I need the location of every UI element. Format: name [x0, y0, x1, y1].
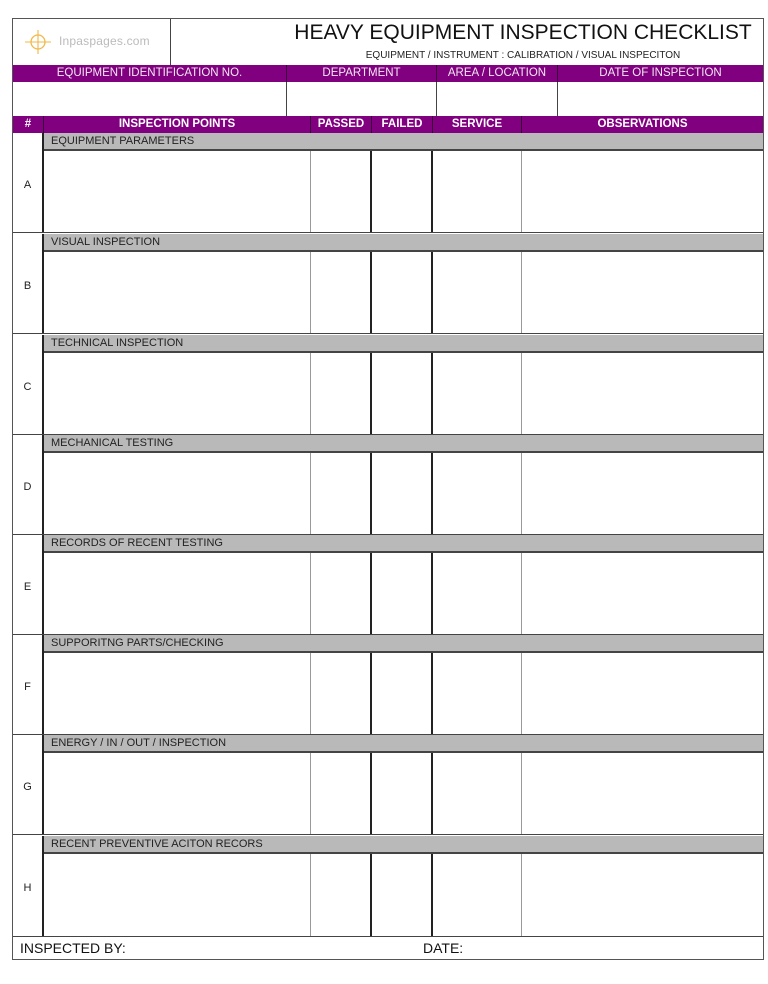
observations-cell[interactable]	[522, 252, 763, 333]
observations-cell[interactable]	[522, 553, 763, 634]
section-h	[13, 836, 763, 937]
section-title: ENERGY / IN / OUT / INSPECTION	[44, 735, 763, 753]
failed-cell[interactable]	[372, 653, 433, 734]
service-cell[interactable]	[433, 353, 522, 434]
inspection-points-cell[interactable]	[44, 653, 311, 734]
column-header-observations: OBSERVATIONS	[597, 118, 688, 130]
column-header-inspection-points: INSPECTION POINTS	[44, 116, 311, 133]
equipment-id-header: EQUIPMENT IDENTIFICATION NO.	[13, 65, 287, 82]
section-letter: A	[13, 133, 44, 232]
section-a	[13, 133, 763, 233]
section-letter: D	[13, 435, 44, 534]
column-header-passed: PASSED	[311, 116, 372, 133]
section-f	[13, 635, 763, 735]
section-title: RECENT PREVENTIVE ACITON RECORS	[44, 836, 763, 854]
failed-cell[interactable]	[372, 453, 433, 534]
title-block	[13, 19, 763, 66]
table-header-row	[13, 116, 763, 133]
observations-cell[interactable]	[522, 151, 763, 232]
service-cell[interactable]	[433, 252, 522, 333]
section-d	[13, 435, 763, 535]
service-cell[interactable]	[433, 151, 522, 232]
failed-cell[interactable]	[372, 151, 433, 232]
area-location-header: AREA / LOCATION	[437, 65, 558, 82]
section-b	[13, 234, 763, 334]
section-title: SUPPORITNG PARTS/CHECKING	[44, 635, 763, 653]
failed-cell[interactable]	[372, 353, 433, 434]
inspection-points-cell[interactable]	[44, 151, 311, 232]
inspection-points-cell[interactable]	[44, 453, 311, 534]
failed-cell[interactable]	[372, 753, 433, 834]
failed-cell[interactable]	[372, 252, 433, 333]
inspection-points-cell[interactable]	[44, 553, 311, 634]
service-cell[interactable]	[433, 854, 522, 936]
inspection-points-cell[interactable]	[44, 252, 311, 333]
section-g	[13, 735, 763, 835]
section-title: RECORDS OF RECENT TESTING	[44, 535, 763, 553]
passed-cell[interactable]	[311, 453, 372, 534]
date-of-inspection-header: DATE OF INSPECTION	[599, 67, 722, 79]
passed-cell[interactable]	[311, 653, 372, 734]
section-c	[13, 335, 763, 435]
section-letter: E	[13, 535, 44, 634]
date-of-inspection-field[interactable]	[558, 82, 763, 116]
inspection-checklist-sheet	[12, 18, 764, 960]
crosshair-circle-icon	[25, 29, 51, 55]
info-input-row	[13, 82, 763, 117]
passed-cell[interactable]	[311, 854, 372, 936]
section-letter: C	[13, 335, 44, 434]
inspected-by-label: INSPECTED BY:	[20, 940, 126, 956]
inspection-points-cell[interactable]	[44, 854, 311, 936]
page-subtitle: EQUIPMENT / INSTRUMENT : CALIBRATION / VISUAL INSPECITON	[365, 50, 681, 61]
section-e	[13, 535, 763, 635]
observations-cell[interactable]	[522, 753, 763, 834]
inspection-points-cell[interactable]	[44, 753, 311, 834]
date-label: DATE:	[423, 940, 464, 956]
passed-cell[interactable]	[311, 553, 372, 634]
passed-cell[interactable]	[311, 353, 372, 434]
section-title: TECHNICAL INSPECTION	[44, 335, 763, 353]
area-location-field[interactable]	[437, 82, 558, 116]
section-letter: F	[13, 635, 44, 734]
department-field[interactable]	[287, 82, 437, 116]
observations-cell[interactable]	[522, 854, 763, 936]
observations-cell[interactable]	[522, 353, 763, 434]
passed-cell[interactable]	[311, 252, 372, 333]
section-letter: B	[13, 234, 44, 333]
observations-cell[interactable]	[522, 653, 763, 734]
section-title: EQUIPMENT PARAMETERS	[44, 133, 763, 151]
service-cell[interactable]	[433, 553, 522, 634]
section-title: VISUAL INSPECTION	[44, 234, 763, 252]
service-cell[interactable]	[433, 753, 522, 834]
page-title: HEAVY EQUIPMENT INSPECTION CHECKLIST	[294, 21, 752, 44]
column-header-number: #	[13, 116, 44, 133]
section-letter: H	[13, 836, 44, 936]
signature-footer	[13, 937, 763, 959]
equipment-id-field[interactable]	[13, 82, 287, 116]
section-letter: G	[13, 735, 44, 834]
column-header-service: SERVICE	[433, 116, 522, 133]
department-header: DEPARTMENT	[287, 65, 437, 82]
section-title: MECHANICAL TESTING	[44, 435, 763, 453]
logo-text: Inpaspages.com	[59, 34, 150, 48]
observations-cell[interactable]	[522, 453, 763, 534]
service-cell[interactable]	[433, 653, 522, 734]
column-header-failed: FAILED	[372, 116, 433, 133]
failed-cell[interactable]	[372, 553, 433, 634]
failed-cell[interactable]	[372, 854, 433, 936]
passed-cell[interactable]	[311, 151, 372, 232]
passed-cell[interactable]	[311, 753, 372, 834]
info-header-row	[13, 65, 763, 82]
inspection-points-cell[interactable]	[44, 353, 311, 434]
service-cell[interactable]	[433, 453, 522, 534]
logo	[13, 19, 171, 65]
